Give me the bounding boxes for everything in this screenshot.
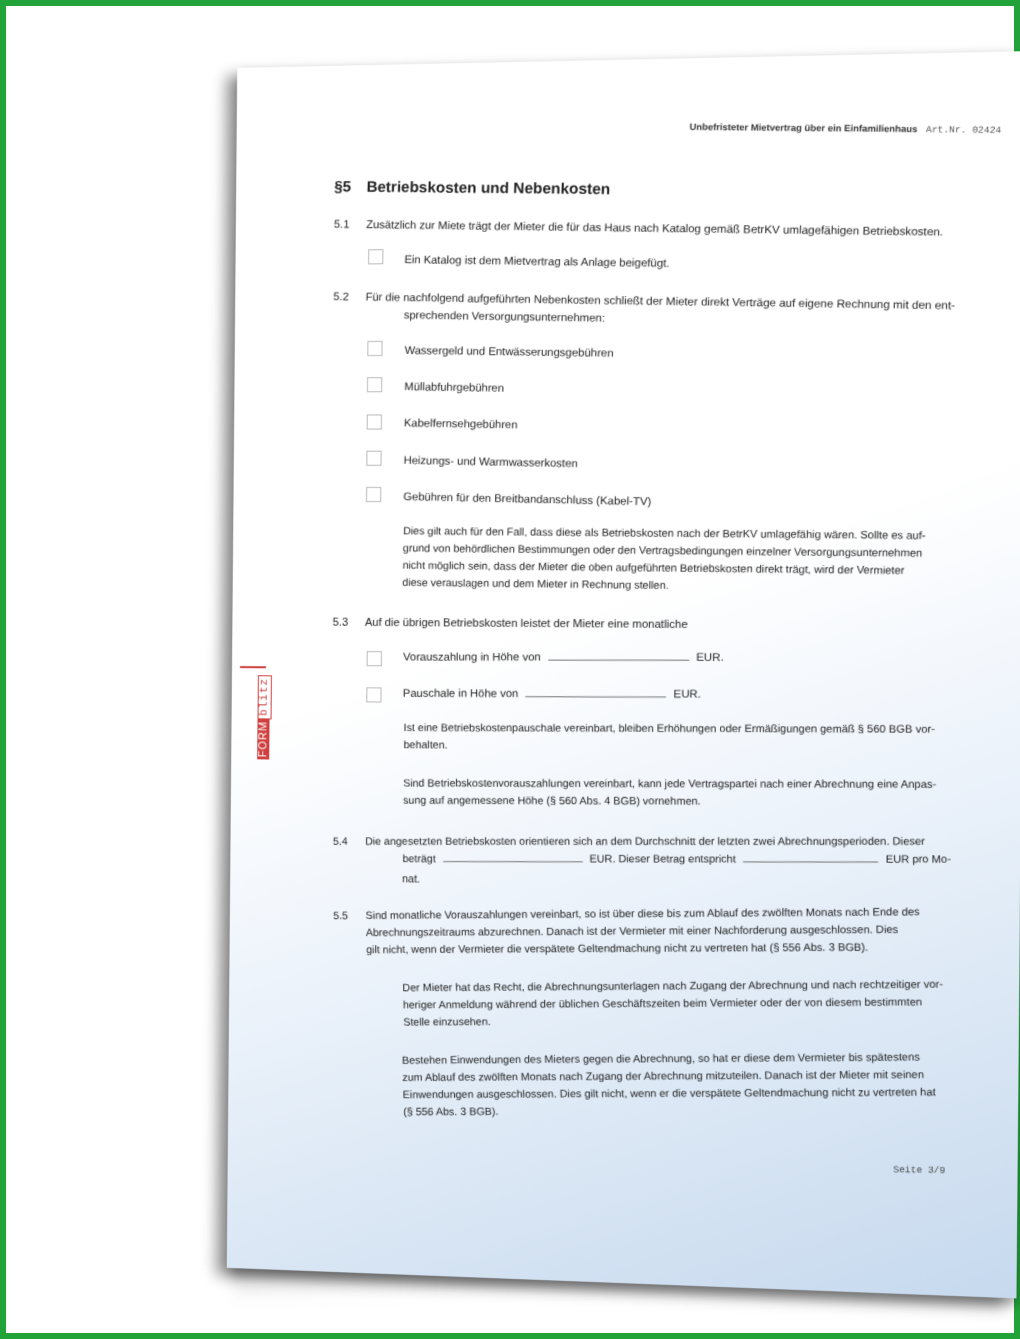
- monthly-amount-field[interactable]: [743, 851, 878, 862]
- option-wassergeld-label: Wassergeld und Entwässerungsgebühren: [404, 344, 614, 360]
- checkbox-heizung[interactable]: [366, 451, 381, 466]
- checkbox-muellabfuhr[interactable]: [367, 377, 382, 392]
- pauschale-amount-field[interactable]: [526, 686, 667, 698]
- option-katalog-label: Ein Katalog ist dem Mietvertrag als Anlage beigefügt.: [404, 253, 670, 270]
- header-title: Unbefristeter Mietvertrag über ein Einfamilienhaus: [689, 121, 918, 135]
- checkbox-kabelfernsehen[interactable]: [367, 414, 382, 429]
- clause-5-1: 5.1 Zusätzlich zur Miete trägt der Mieter die für das Haus nach Katalog gemäß BetrKV umlagefähigen Betriebskosten.: [333, 218, 944, 239]
- document-header: [689, 122, 1001, 136]
- clause-5-2-cont: sprechenden Versorgungsunternehmen:: [403, 309, 606, 325]
- betriebskosten-amount-field[interactable]: [443, 851, 583, 862]
- clause-5-5-para-2: Der Mieter hat das Recht, die Abrechnungsunterlagen nach Zugang der Abrechnung und nach rechtzeitiger vor- heriger Anmeldung während der üblichen Geschäftszeiten beim Vermieter oder der von diesem bestimmten Stelle einzusehen.: [402, 978, 944, 1029]
- page-number: Seite 3/9: [893, 1164, 946, 1177]
- checkbox-vorauszahlung[interactable]: [367, 651, 382, 666]
- checkbox-katalog[interactable]: [368, 249, 383, 264]
- option-heizung-label: Heizungs- und Warmwasserkosten: [403, 454, 578, 471]
- option-vorauszahlung: Vorauszahlung in Höhe von EUR.: [403, 651, 724, 664]
- option-kabelfernsehen-label: Kabelfernsehgebühren: [403, 417, 518, 432]
- clause-5-2: 5.2 Für die nachfolgend aufgeführten Nebenkosten schließt der Mieter direkt Verträge auf eigene Rechnung mit den ent-: [333, 290, 956, 313]
- option-breitband-label: Gebühren für den Breitbandanschluss (Kabel-TV): [403, 490, 652, 509]
- clause-5-3-note-1: Ist eine Betriebskostenpauschale vereinbart, bleiben Erhöhungen oder Ermäßigungen gemäß § 560 BGB vor- behalten.: [403, 721, 935, 752]
- formblitz-logo: FORMblitz: [253, 663, 270, 759]
- clause-5-4: 5.4 Die angesetzten Betriebskosten orientieren sich an dem Durchschnitt der letzten zwei Abrechnungsperioden. Dieser: [332, 835, 925, 848]
- article-number: Art.Nr. 02424: [925, 124, 1002, 136]
- clause-5-3: 5.3 Auf die übrigen Betriebskosten leistet der Mieter eine monatliche: [332, 616, 688, 632]
- option-muellabfuhr-label: Müllabfuhrgebühren: [404, 381, 505, 395]
- clause-5-3-note-2: Sind Betriebskostenvorauszahlungen vereinbart, kann jede Vertragspartei nach einer Abrechnung eine Anpas- sung auf angemessene Höhe (§ 560 Abs. 4 BGB) vornehmen.: [403, 777, 937, 808]
- clause-5-5-para-3: Bestehen Einwendungen des Mieters gegen die Abrechnung, so hat er diese dem Vermieter bis spätestens zum Ablauf des zwölften Monats nach Zugang der Abrechnung mitzuteilen. Danach ist der Mieter mit seinen Einwendungen ausgeschlossen. Dies gilt nicht, wenn er die verspätete Geltendmachung nicht zu vertreten hat (§ 556 Abs. 3 BGB).: [401, 1051, 936, 1119]
- checkbox-breitband[interactable]: [366, 487, 381, 502]
- clause-5-5-para-1: 5.5 Sind monatliche Vorauszahlungen vereinbart, so ist über diese bis zum Ablauf des zwölften Monats nach Ende des Abrechnungszeitraums abzurechnen. Danach ist der Vermieter mit einer Nachforderung ausgeschlossen. Dies gilt nicht, wenn der Vermieter die verspätete Geltendmachung nicht zu vertreten hat (§ 556 Abs. 3 BGB).: [333, 905, 920, 957]
- vorauszahlung-amount-field[interactable]: [548, 649, 689, 660]
- document-page: [227, 51, 1020, 1298]
- section-heading: §5 Betriebskosten und Nebenkosten: [333, 178, 611, 199]
- checkbox-wassergeld[interactable]: [367, 341, 382, 356]
- clause-5-4-line-2: beträgt EUR. Dieser Betrag entspricht EUR pro Mo-: [402, 851, 951, 869]
- option-pauschale: Pauschale in Höhe von EUR.: [402, 687, 702, 701]
- clause-5-4-line-3: nat.: [402, 873, 421, 886]
- checkbox-pauschale[interactable]: [366, 687, 381, 702]
- clause-5-2-note: Dies gilt auch für den Fall, dass diese als Betriebskosten nach der BetrKV umlagefähig wären. Sollte es auf- grund von behördlichen Bestimmungen oder den Vertragsbedingungen einzelner Versorgungsunternehmen nicht möglich sein, dass der Mieter die oben aufgeführten Betriebskosten direkt trägt, wird der Vermieter diese verauslagen und dem Mieter in Rechnung stellen.: [402, 525, 926, 592]
